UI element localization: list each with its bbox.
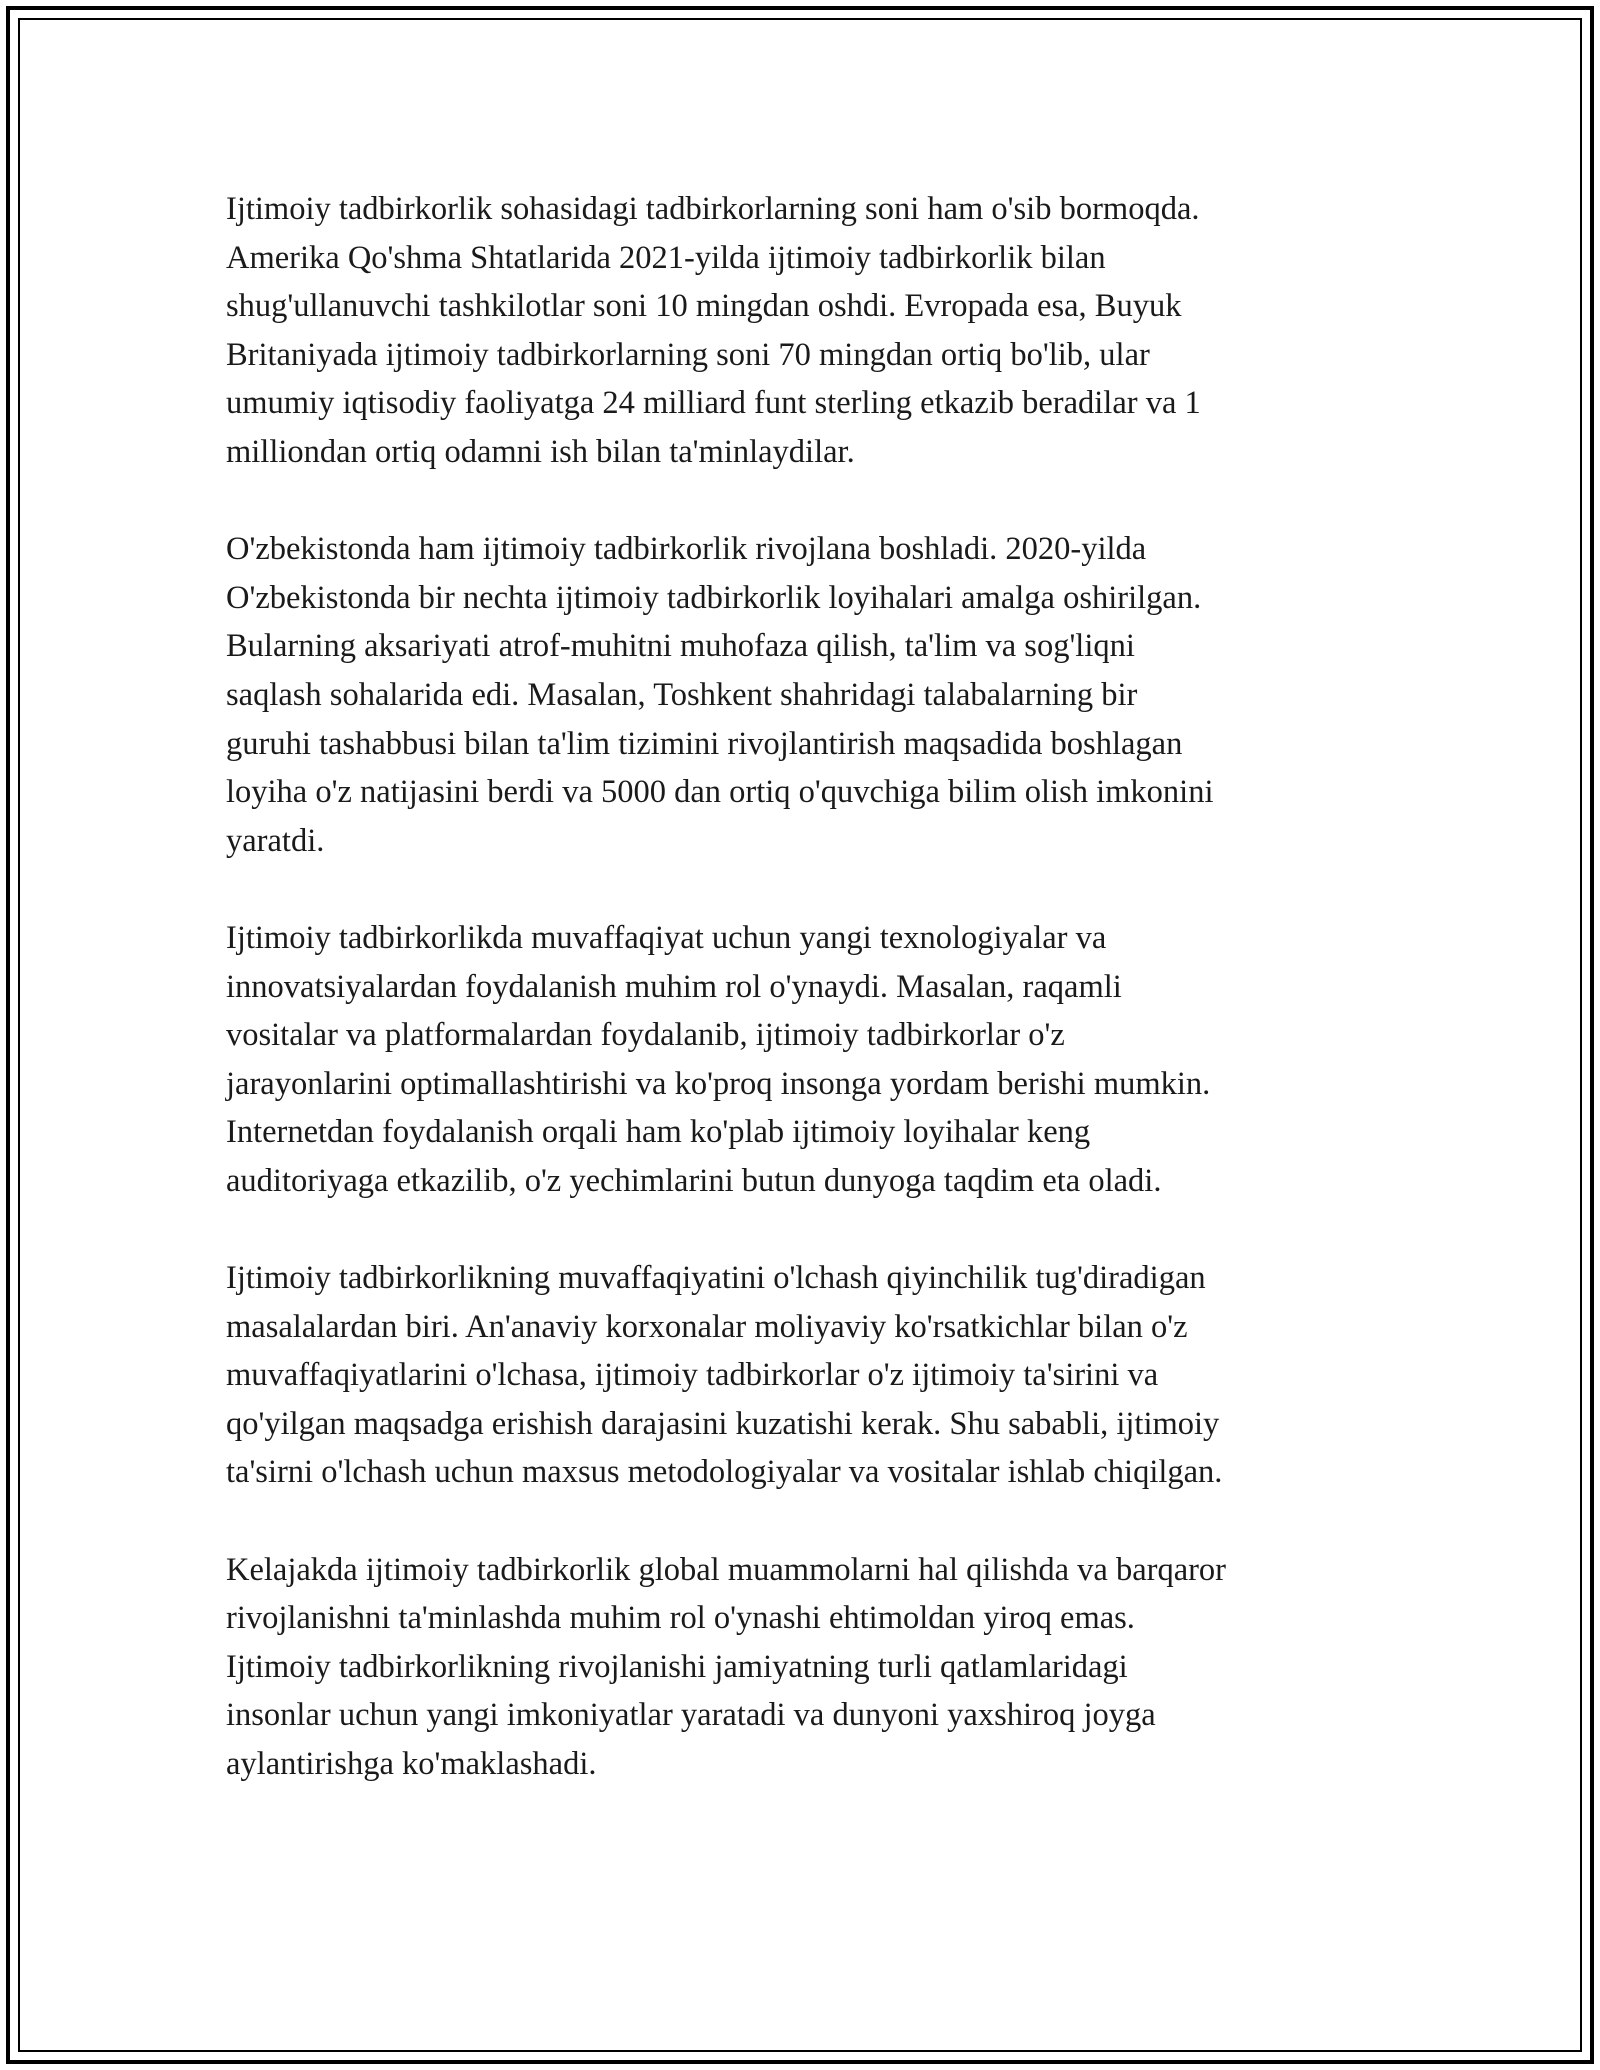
paragraph-4: Ijtimoiy tadbirkorlikning muvaffaqiyatini o'lchash qiyinchilik tug'diradigan masalalardan biri. An'anaviy korxonalar moliyaviy ko'rsatkichlar bilan o'z muvaffaqiyatlarini o'lchasa, ijtimoiy tadbirkorlar o'z ijtimoiy ta'sirini va qo'yilgan maqsadga erishish darajasini kuzatishi kerak. Shu sababli, ijtimoiy ta'sirni o'lchash uchun maxsus metodologiyalar va vositalar ishlab chiqilgan. xyxy=(226,1260,1223,1491)
document-body xyxy=(226,185,1376,1837)
paragraph-1: Ijtimoiy tadbirkorlik sohasidagi tadbirkorlarning soni ham o'sib bormoqda. Amerika Qo'shma Shtatlarida 2021-yilda ijtimoiy tadbirkorlik bilan shug'ullanuvchi tashkilotlar soni 10 mingdan oshdi. Evropada esa, Buyuk Britaniyada ijtimoiy tadbirkorlarning soni 70 mingdan ortiq bo'lib, ular umumiy iqtisodiy faoliyatga 24 milliard funt sterling etkazib beradilar va 1 milliondan ortiq odamni ish bilan ta'minlaydilar. xyxy=(226,191,1201,470)
paragraph-3: Ijtimoiy tadbirkorlikda muvaffaqiyat uchun yangi texnologiyalar va innovatsiyalardan foydalanish muhim rol o'ynaydi. Masalan, raqamli vositalar va platformalardan foydalanib, ijtimoiy tadbirkorlar o'z jarayonlarini optimallashtirishi va ko'proq insonga yordam berishi mumkin. Internetdan foydalanish orqali ham ko'plab ijtimoiy loyihalar keng auditoriyaga etkazilib, o'z yechimlarini butun dunyoga taqdim eta oladi. xyxy=(226,919,1211,1199)
paragraph-5: Kelajakda ijtimoiy tadbirkorlik global muammolarni hal qilishda va barqaror rivojlanishni ta'minlashda muhim rol o'ynashi ehtimoldan yiroq emas. Ijtimoiy tadbirkorlikning rivojlanishi jamiyatning turli qatlamlaridagi insonlar uchun yangi imkoniyatlar yaratadi va dunyoni yaxshiroq joyga aylantirishga ko'maklashadi. xyxy=(226,1551,1227,1782)
paragraph-2: O'zbekistonda ham ijtimoiy tadbirkorlik rivojlana boshladi. 2020-yilda O'zbekistonda bir nechta ijtimoiy tadbirkorlik loyihalari amalga oshirilgan. Bularning aksariyati atrof-muhitni muhofaza qilish, ta'lim va sog'liqni saqlash sohalarida edi. Masalan, Toshkent shahridagi talabalarning bir guruhi tashabbusi bilan ta'lim tizimini rivojlantirish maqsadida boshlagan loyiha o'z natijasini berdi va 5000 dan ortiq o'quvchiga bilim olish imkonini yaratdi. xyxy=(226,531,1214,859)
